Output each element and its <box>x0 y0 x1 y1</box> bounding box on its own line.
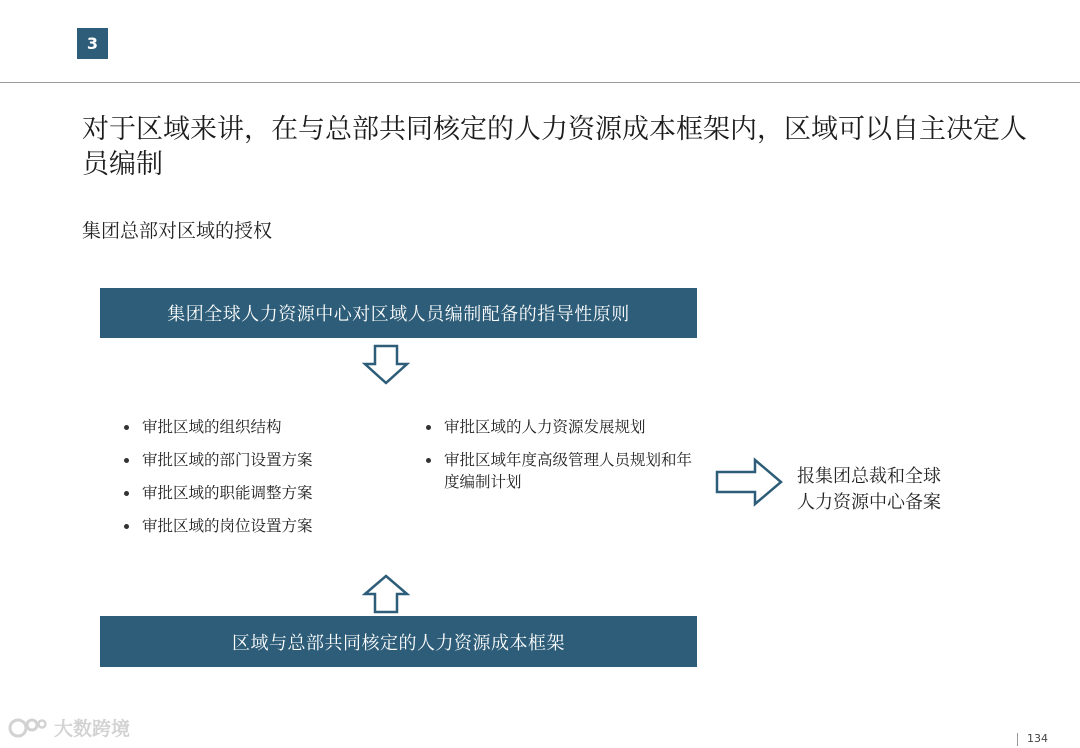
list-item: 审批区域的部门设置方案 <box>120 449 380 471</box>
list-item: 审批区域年度高级管理人员规划和年度编制计划 <box>422 449 692 493</box>
up-arrow-icon <box>362 574 410 614</box>
guiding-principles-label: 集团全球人力资源中心对区域人员编制配备的指导性原则 <box>167 304 630 325</box>
watermark-logo-icon <box>8 716 48 740</box>
list-item: 审批区域的岗位设置方案 <box>120 515 380 537</box>
slide-subtitle: 集团总部对区域的授权 <box>82 220 273 242</box>
header-divider <box>0 82 1080 83</box>
cost-framework-banner <box>100 616 697 667</box>
right-arrow-icon <box>715 456 785 508</box>
page-number: 134 <box>1027 732 1048 745</box>
slide-headline: 对于区域来讲，在与总部共同核定的人力资源成本框架内，区域可以自主决定人员编制 <box>82 114 1027 180</box>
report-to-hq-text: 报集团总裁和全球人力资源中心备案 <box>797 466 941 513</box>
left-approval-list <box>120 416 380 548</box>
watermark-text: 大数跨境 <box>54 718 131 740</box>
list-item: 审批区域的人力资源发展规划 <box>422 416 692 438</box>
section-number-badge: 3 <box>77 28 108 59</box>
list-item: 审批区域的组织结构 <box>120 416 380 438</box>
list-item: 审批区域的职能调整方案 <box>120 482 380 504</box>
guiding-principles-banner <box>100 288 697 338</box>
page-number-divider <box>1017 733 1018 746</box>
cost-framework-label: 区域与总部共同核定的人力资源成本框架 <box>232 632 565 654</box>
down-arrow-icon <box>362 344 410 386</box>
right-approval-list <box>422 416 692 504</box>
watermark <box>8 714 130 741</box>
